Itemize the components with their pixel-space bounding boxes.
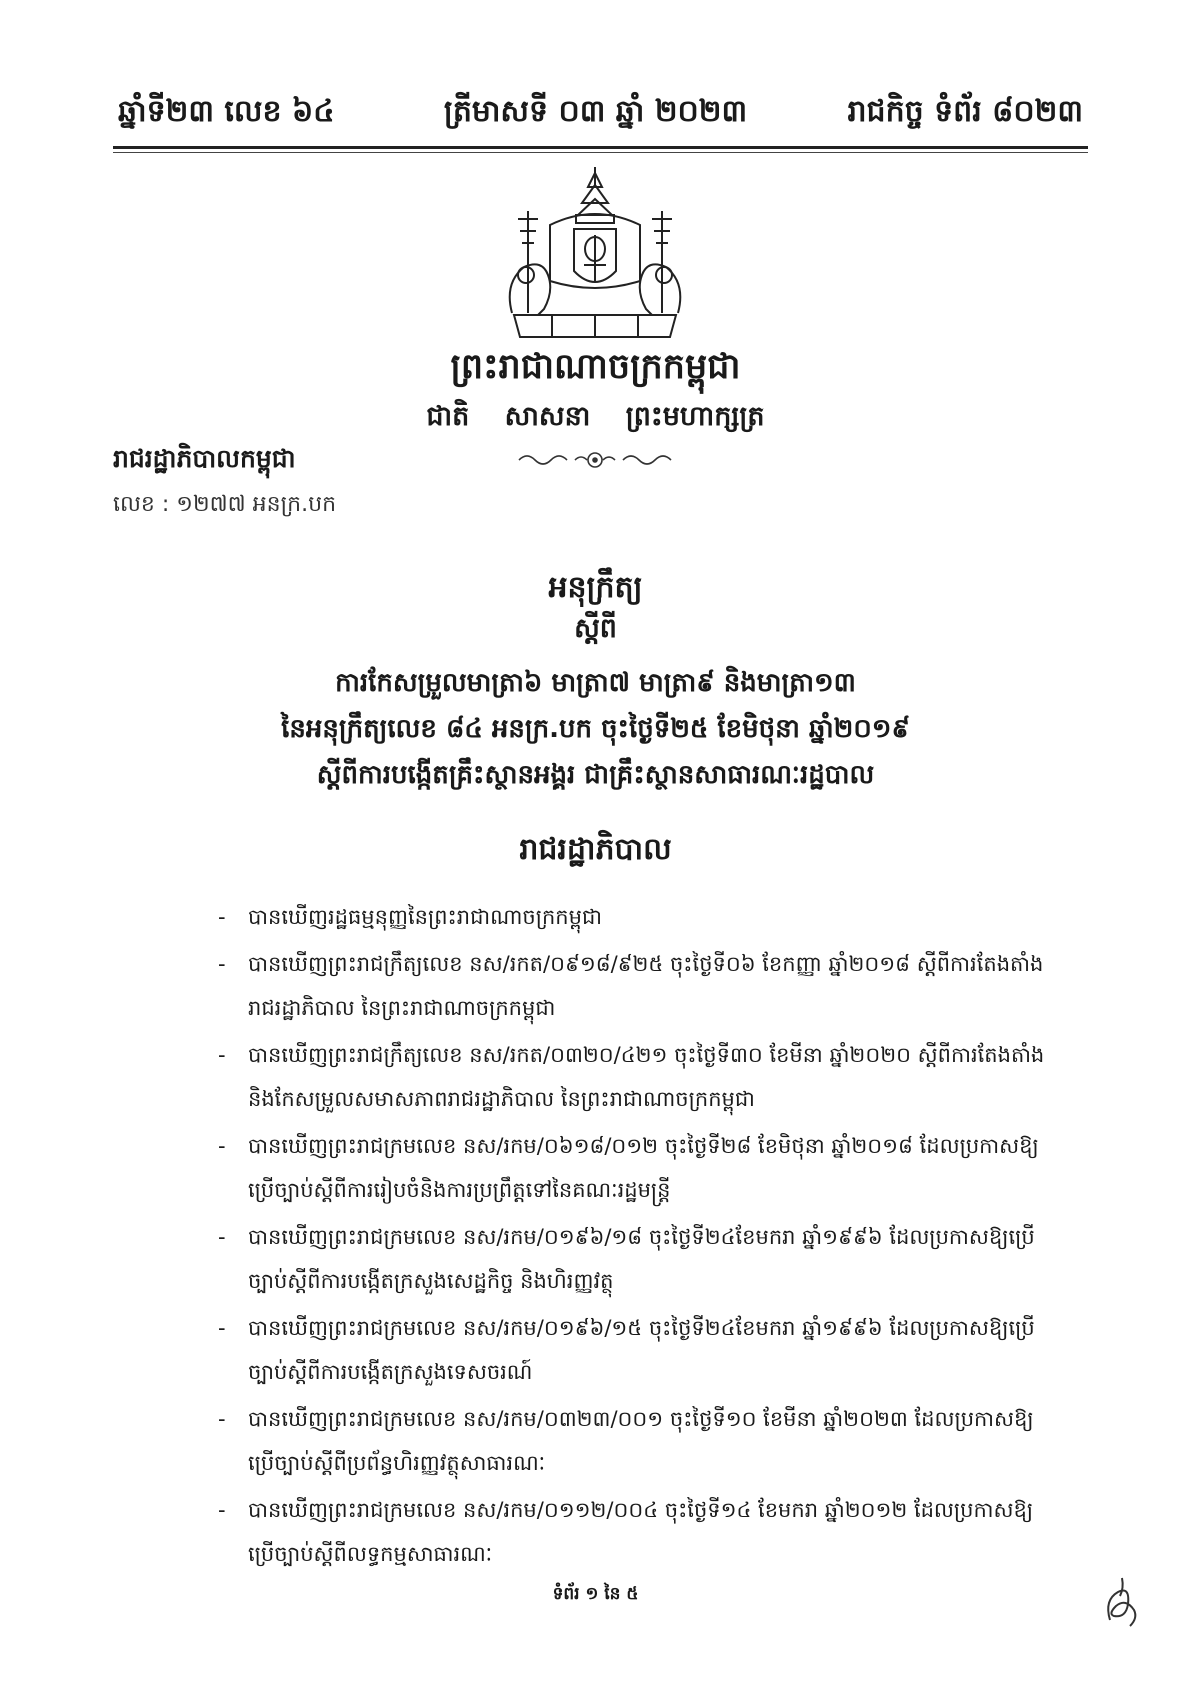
visa-list xyxy=(218,895,1058,1579)
gazette-year-issue: ឆ្នាំទី២៣ លេខ ៦៤ xyxy=(118,94,335,129)
list-dash: - xyxy=(218,1043,226,1067)
list-dash: - xyxy=(218,1498,226,1522)
list-dash: - xyxy=(218,952,226,976)
gazette-quarter: ត្រីមាសទី ០៣ ឆ្នាំ ២០២៣ xyxy=(443,94,748,129)
decorative-ornament xyxy=(515,448,675,472)
visa-item xyxy=(218,1397,1058,1485)
list-dash: - xyxy=(218,1225,226,1249)
list-dash: - xyxy=(218,1134,226,1158)
document-subject-line-1: ការកែសម្រួលមាត្រា៦ មាត្រា៧ មាត្រា៩ និងមាត្រា១៣ xyxy=(335,668,856,698)
list-dash: - xyxy=(218,1316,226,1340)
page-indicator: ទំព័រ ១ នៃ ៥ xyxy=(552,1584,639,1604)
handwritten-initials xyxy=(1100,1570,1145,1635)
visa-text: បានឃើញព្រះរាជក្រឹត្យលេខ នស/រកត/០៣២០/៤២១ ចុះថ្ងៃទី៣០ ខែមីនា ឆ្នាំ២០២០ ស្តីពីការតែងតាំង និងកែសម្រួលសមាសភាពរាជរដ្ឋាភិបាល នៃព្រះរាជាណាចក្រកម្ពុជា xyxy=(248,1043,1045,1111)
visa-item xyxy=(218,1488,1058,1576)
national-motto: ជាតិ សាសនា ព្រះមហាក្សត្រ xyxy=(426,401,765,432)
document-about: ស្តីពី xyxy=(574,613,617,644)
document-subject-line-2: នៃអនុក្រឹត្យលេខ ៨៤ អនក្រ.បក ចុះថ្ងៃទី២៥ ខែមិថុនា ឆ្នាំ២០១៩ xyxy=(281,714,910,744)
visa-item xyxy=(218,1306,1058,1394)
issuing-government: រាជរដ្ឋាភិបាលកម្ពុជា xyxy=(113,444,296,473)
document-subject-line-3: ស្តីពីការបង្កើតគ្រឹះស្ថានអង្គរ ជាគ្រឹះស្ថានសាធារណៈរដ្ឋបាល xyxy=(316,760,875,790)
kingdom-name: ព្រះរាជាណាចក្រកម្ពុជា xyxy=(450,347,741,387)
list-dash: - xyxy=(218,905,226,929)
visa-item xyxy=(218,942,1058,1030)
visa-item xyxy=(218,895,1058,939)
reference-number: លេខ : ១២៧៧ អនក្រ.បក xyxy=(113,492,337,517)
visa-text: បានឃើញព្រះរាជក្រមលេខ នស/រកម/០១៩៦/១៥ ចុះថ្ងៃទី២៤ខែមករា ឆ្នាំ១៩៩៦ ដែលប្រកាសឱ្យប្រើច្បាប់ស្តីពីការបង្កើតក្រសួងទេសចរណ៍ xyxy=(248,1316,1035,1384)
gazette-header xyxy=(0,0,1191,160)
document-type-title: អនុក្រឹត្យ xyxy=(548,570,643,605)
visa-item xyxy=(218,1033,1058,1121)
royal-coat-of-arms-emblem xyxy=(490,163,700,343)
visa-text: បានឃើញរដ្ឋធម្មនុញ្ញនៃព្រះរាជាណាចក្រកម្ពុជា xyxy=(248,905,602,929)
visa-item xyxy=(218,1215,1058,1303)
visa-text: បានឃើញព្រះរាជក្រមលេខ នស/រកម/០៣២៣/០០១ ចុះថ្ងៃទី១០ ខែមីនា ឆ្នាំ២០២៣ ដែលប្រកាសឱ្យប្រើច្បាប់ស្តីពីប្រព័ន្ធហិរញ្ញវត្ថុសាធារណៈ xyxy=(248,1407,1034,1475)
visa-text: បានឃើញព្រះរាជក្រឹត្យលេខ នស/រកត/០៩១៨/៩២៥ ចុះថ្ងៃទី០៦ ខែកញ្ញា ឆ្នាំ២០១៨ ស្តីពីការតែងតាំងរាជរដ្ឋាភិបាល នៃព្រះរាជាណាចក្រកម្ពុជា xyxy=(248,952,1044,1020)
enacting-authority: រាជរដ្ឋាភិបាល xyxy=(519,832,672,867)
visa-text: បានឃើញព្រះរាជក្រមលេខ នស/រកម/០១១២/០០៤ ចុះថ្ងៃទី១៤ ខែមករា ឆ្នាំ២០១២ ដែលប្រកាសឱ្យប្រើច្បាប់ស្តីពីលទ្ធកម្មសាធារណៈ xyxy=(248,1498,1034,1566)
visa-text: បានឃើញព្រះរាជក្រមលេខ នស/រកម/០៦១៨/០១២ ចុះថ្ងៃទី២៨ ខែមិថុនា ឆ្នាំ២០១៨ ដែលប្រកាសឱ្យប្រើច្បាប់ស្តីពីការរៀបចំនិងការប្រព្រឹត្តទៅនៃគណៈរដ្ឋមន្ត្រី xyxy=(248,1134,1039,1202)
visa-item xyxy=(218,1124,1058,1212)
gazette-page-number: រាជកិច្ច ទំព័រ ៨០២៣ xyxy=(847,94,1083,129)
header-divider-thin xyxy=(113,152,1088,153)
header-divider xyxy=(113,146,1088,149)
visa-text: បានឃើញព្រះរាជក្រមលេខ នស/រកម/០១៩៦/១៨ ចុះថ្ងៃទី២៤ខែមករា ឆ្នាំ១៩៩៦ ដែលប្រកាសឱ្យប្រើច្បាប់ស្តីពីការបង្កើតក្រសួងសេដ្ឋកិច្ច និងហិរញ្ញវត្ថុ xyxy=(248,1225,1035,1293)
list-dash: - xyxy=(218,1407,226,1431)
